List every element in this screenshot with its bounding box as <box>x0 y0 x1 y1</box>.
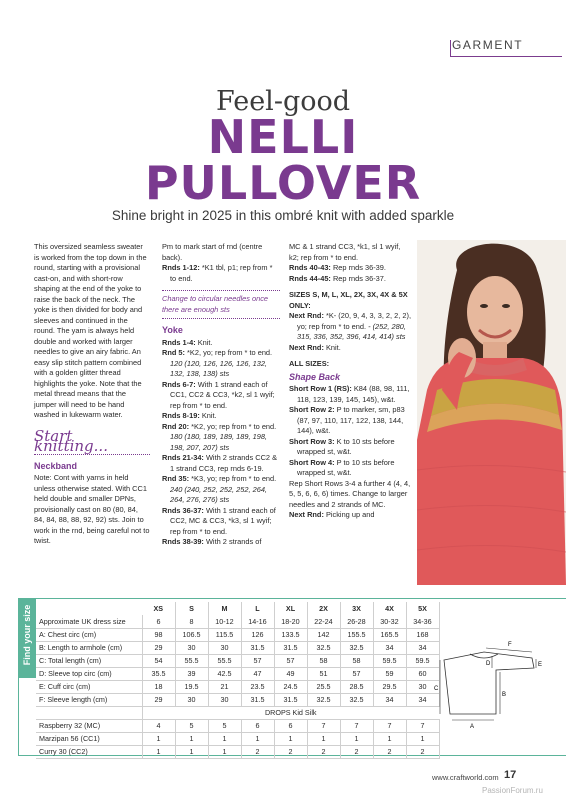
table-cell: 28.5 <box>340 680 373 693</box>
table-cell: 24.5 <box>274 680 307 693</box>
instruction-row: Next Rnd: Knit. <box>289 342 341 352</box>
diagram-label-d: D <box>486 661 491 667</box>
table-cell: 4 <box>142 719 175 732</box>
row-label: Marzipan 56 (CC1) <box>36 732 142 745</box>
table-cell: 1 <box>406 732 439 745</box>
table-cell: 1 <box>142 732 175 745</box>
yarn-brand: DROPS Kid Silk <box>142 706 439 719</box>
table-cell: 29 <box>142 693 175 706</box>
table-row <box>36 667 439 680</box>
table-cell: 1 <box>241 732 274 745</box>
table-cell: 22-24 <box>307 615 340 628</box>
row-label: E: Cuff circ (cm) <box>36 680 142 693</box>
brand-row <box>36 706 439 719</box>
table-row <box>36 680 439 693</box>
table-cell: 59 <box>373 667 406 680</box>
start-knitting-heading: Start knitting... <box>34 431 150 455</box>
table-cell: 32.5 <box>340 693 373 706</box>
table-cell: 18 <box>142 680 175 693</box>
table-cell: 168 <box>406 628 439 641</box>
instruction-row: Rnds 8-19: Knit. <box>162 411 217 420</box>
size-header: 4X <box>373 602 406 615</box>
table-row <box>36 654 439 667</box>
size-header: XS <box>142 602 175 615</box>
table-cell: 47 <box>241 667 274 680</box>
table-cell: 7 <box>373 719 406 732</box>
table-cell: 31.5 <box>274 693 307 706</box>
table-row <box>36 745 439 758</box>
section-rule <box>450 56 562 57</box>
table-cell: 55.5 <box>175 654 208 667</box>
footer-url[interactable]: www.craftworld.com <box>432 773 499 782</box>
instruction-row: Rnds 36-37: With 1 strand each of CC2, MC & CC3, *k3, sl 1 wyif; rep from * to end. <box>162 505 276 536</box>
table-row <box>36 693 439 706</box>
table-cell: 21 <box>208 680 241 693</box>
table-cell: 55.5 <box>208 654 241 667</box>
diagram-label-e: E <box>538 662 543 668</box>
table-cell: 31.5 <box>241 693 274 706</box>
table-cell: 10-12 <box>208 615 241 628</box>
table-cell: 30 <box>175 641 208 654</box>
size-header: S <box>175 602 208 615</box>
size-header: 2X <box>307 602 340 615</box>
table-cell: 98 <box>142 628 175 641</box>
table-cell: 1 <box>208 745 241 758</box>
sizes-heading: SIZES S, M, L, XL, 2X, 3X, 4X & 5X ONLY: <box>289 290 408 310</box>
size-header: L <box>241 602 274 615</box>
instruction-row: Rnds 1-12: *K1 tbl, p1; rep from * to end. <box>162 263 273 283</box>
table-cell: 6 <box>274 719 307 732</box>
instruction-row: Rnds 6-7: With 1 strand each of CC1, CC2 & CC3, *k2, sl 1 wyif; rep from * to end. <box>162 379 275 410</box>
table-cell: 34 <box>373 693 406 706</box>
table-cell: 1 <box>274 732 307 745</box>
size-header: M <box>208 602 241 615</box>
table-cell: 19.5 <box>175 680 208 693</box>
table-row <box>36 732 439 745</box>
table-cell: 35.5 <box>142 667 175 680</box>
table-cell: 23.5 <box>241 680 274 693</box>
text-column-2 <box>162 242 280 548</box>
table-cell: 54 <box>142 654 175 667</box>
table-cell: 7 <box>340 719 373 732</box>
table-cell: 1 <box>307 732 340 745</box>
table-cell: 1 <box>208 732 241 745</box>
table-row <box>36 641 439 654</box>
table-cell: 7 <box>307 719 340 732</box>
neckband-paragraph: Note: Cont with yarns in held unless otherwise stated. With CC1 held double and smaller DPNs, provisionally cast on 80 (80, 84, 84, 84, 88, 88, 92, 92) sts. Join to work in the rnd, being careful not to twist. <box>34 473 150 545</box>
table-row <box>36 719 439 732</box>
table-cell: 18-20 <box>274 615 307 628</box>
table-cell: 57 <box>241 654 274 667</box>
table-cell: 2 <box>406 745 439 758</box>
row-label: Approximate UK dress size <box>36 615 142 628</box>
table-cell: 30 <box>175 693 208 706</box>
table-row <box>36 628 439 641</box>
instruction-row: Rnd 20: *K2, yo; rep from * to end. 180 (180, 189, 189, 189, 198, 198, 207, 207) sts <box>162 421 277 452</box>
table-cell: 1 <box>373 732 406 745</box>
table-cell: 2 <box>340 745 373 758</box>
diagram-label-a: A <box>470 724 475 730</box>
instruction-row: Next Rnd: Picking up and <box>289 510 375 519</box>
instruction-row: Rnds 40-43: Rep rnds 36-39. <box>289 263 386 272</box>
instruction-row: Next Rnd: *K- (20, 9, 4, 3, 3, 2, 2, 2), yo; rep from * to end. - (252, 280, 315, 336, 352, 396, 414, 414) sts <box>289 311 411 341</box>
table-cell: 57 <box>274 654 307 667</box>
instruction-row: Rnds 21-34: With 2 strands CC2 & 1 strand CC3, rep rnds 6-19. <box>162 453 278 473</box>
garment-diagram <box>424 632 544 732</box>
find-your-size-tab: Find your size <box>18 598 36 678</box>
instruction-row: Rnd 35: *K3, yo; rep from * to end. 240 (240, 252, 252, 252, 264, 264, 276, 276) sts <box>162 474 277 504</box>
table-cell: 32.5 <box>340 641 373 654</box>
table-cell: 34-36 <box>406 615 439 628</box>
table-cell: 126 <box>241 628 274 641</box>
table-cell: 31.5 <box>241 641 274 654</box>
table-cell: 30 <box>208 641 241 654</box>
row-label: A: Chest circ (cm) <box>36 628 142 641</box>
instruction-row: Short Row 1 (RS): K84 (88, 98, 111, 118, 123, 139, 145, 145), w&t. <box>289 384 410 404</box>
section-rule-left <box>450 40 451 56</box>
table-cell: 29 <box>142 641 175 654</box>
table-cell: 8 <box>175 615 208 628</box>
table-cell: 60 <box>406 667 439 680</box>
table-cell: 59.5 <box>373 654 406 667</box>
paragraph: Rep Short Rows 3-4 a further 4 (4, 4, 5, 5, 6, 6, 6) times. Change to larger needles and 2 strands of MC. <box>289 478 411 509</box>
table-cell: 5 <box>208 719 241 732</box>
instruction-row: Short Row 3: K to 10 sts before wrapped st, w&t. <box>289 436 395 456</box>
diagram-label-f: F <box>508 642 512 648</box>
table-cell: 34 <box>373 641 406 654</box>
intro-paragraph: This oversized seamless sweater is worked from the top down in the round, starting with a provisional cast-on, and with short-row shaping at the end of the yoke to raise the back of the neck. The yoke is then divided for body and sleeves and continued in the round. The yarn is always held double and worked with larger needles to give an airy fabric. An easy slip stitch pattern combined with a golden glitter thread highlights the yoke. Note that the metal thread means that the jumper will need to be hand washed in lukewarm water. <box>34 242 147 419</box>
table-cell: 58 <box>307 654 340 667</box>
size-header-row <box>36 602 439 615</box>
table-cell: 5 <box>175 719 208 732</box>
table-cell: 2 <box>373 745 406 758</box>
size-header: XL <box>274 602 307 615</box>
table-cell: 25.5 <box>307 680 340 693</box>
size-header: 3X <box>340 602 373 615</box>
table-cell: 31.5 <box>274 641 307 654</box>
table-cell: 39 <box>175 667 208 680</box>
table-cell: 106.5 <box>175 628 208 641</box>
table-cell: 49 <box>274 667 307 680</box>
paragraph: Pm to mark start of rnd (centre back). <box>162 242 263 262</box>
table-cell: 2 <box>241 745 274 758</box>
page-number: 17 <box>504 769 517 781</box>
table-cell: 34 <box>406 641 439 654</box>
table-cell: 59.5 <box>406 654 439 667</box>
title-line-2: PULLOVER <box>144 156 422 210</box>
table-cell: 7 <box>406 719 439 732</box>
instruction-row: Rnds 44-45: Rep rnds 36-37. <box>289 273 386 283</box>
neckband-heading: Neckband <box>34 460 78 471</box>
table-cell: 2 <box>274 745 307 758</box>
model-photo <box>417 240 566 585</box>
row-label: Curry 30 (CC2) <box>36 745 142 758</box>
table-cell: 6 <box>241 719 274 732</box>
size-header: 5X <box>406 602 439 615</box>
table-cell: 30 <box>208 693 241 706</box>
shape-back-heading: Shape Back <box>289 371 341 382</box>
table-cell: 1 <box>175 745 208 758</box>
table-cell: 30 <box>406 680 439 693</box>
table-cell: 32.5 <box>307 693 340 706</box>
table-cell: 115.5 <box>208 628 241 641</box>
watermark: PassionForum.ru <box>482 786 543 795</box>
diagram-label-c: C <box>434 686 439 692</box>
table-cell: 51 <box>307 667 340 680</box>
instruction-row: Rnds 1-4: Knit. <box>162 337 213 347</box>
table-cell: 133.5 <box>274 628 307 641</box>
row-label: F: Sleeve length (cm) <box>36 693 142 706</box>
text-column-1 <box>34 242 150 547</box>
table-cell: 6 <box>142 615 175 628</box>
size-table <box>36 602 440 759</box>
callout-note: Change to circular needles once there are enough sts <box>162 290 280 319</box>
table-cell: 142 <box>307 628 340 641</box>
instruction-row: Short Row 2: P to marker, sm, p83 (87, 97, 110, 117, 122, 138, 144, 144), w&t. <box>289 405 405 435</box>
table-cell: 26-28 <box>340 615 373 628</box>
diagram-label-b: B <box>502 692 507 698</box>
paragraph: MC & 1 strand CC3, *k1, sl 1 wyif, k2; rep from * to end. <box>289 242 401 262</box>
table-cell: 1 <box>175 732 208 745</box>
row-label: Raspberry 32 (MC) <box>36 719 142 732</box>
table-cell: 32.5 <box>307 641 340 654</box>
table-cell: 1 <box>340 732 373 745</box>
table-cell: 29.5 <box>373 680 406 693</box>
row-label: C: Total length (cm) <box>36 654 142 667</box>
table-cell: 57 <box>340 667 373 680</box>
table-cell: 2 <box>307 745 340 758</box>
row-label: B: Length to armhole (cm) <box>36 641 142 654</box>
subtitle: Shine bright in 2025 in this ombré knit with added sparkle <box>111 208 455 223</box>
instruction-row: Short Row 4: P to 10 sts before wrapped st, w&t. <box>289 457 395 477</box>
title-pre: Feel-good <box>215 86 351 117</box>
all-sizes-heading: ALL SIZES: <box>289 359 330 368</box>
table-cell: 34 <box>406 693 439 706</box>
table-cell: 58 <box>340 654 373 667</box>
title-line-1: NELLI <box>207 110 359 164</box>
table-cell: 165.5 <box>373 628 406 641</box>
table-cell: 30-32 <box>373 615 406 628</box>
yoke-heading: Yoke <box>162 325 183 335</box>
section-label: GARMENT <box>452 38 524 52</box>
row-label: D: Sleeve top circ (cm) <box>36 667 142 680</box>
table-cell: 14-16 <box>241 615 274 628</box>
table-cell: 155.5 <box>340 628 373 641</box>
text-column-3 <box>289 242 411 521</box>
table-cell: 1 <box>142 745 175 758</box>
instruction-row: Rnd 5: *K2, yo; rep from * to end. 120 (120, 126, 126, 126, 132, 132, 138, 138) sts <box>162 348 273 378</box>
table-row <box>36 615 439 628</box>
table-cell: 42.5 <box>208 667 241 680</box>
instruction-row: Rnds 38-39: With 2 strands of <box>162 537 262 546</box>
